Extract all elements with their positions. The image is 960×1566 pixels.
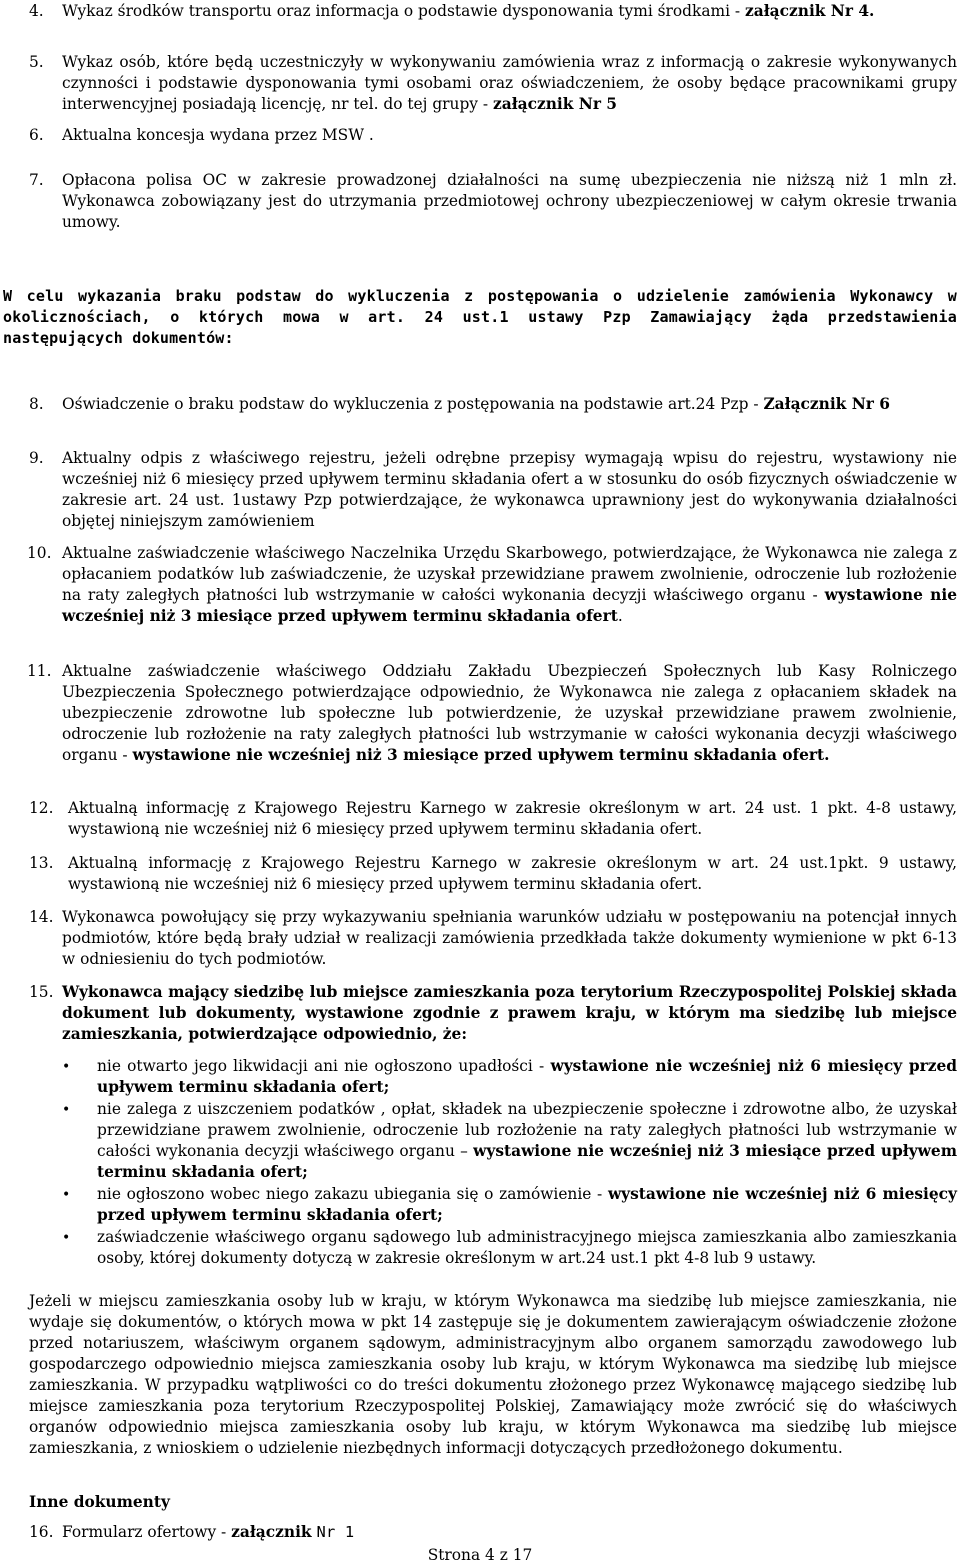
bullet-item-2: nie zalega z uiszczeniem podatków , opłat, składek na ubezpieczenie społeczne i zdrowotne albo, że uzyskał przewidziane prawem zwolnienie, odroczenie lub rozłożenie na raty zaległych płatności lub wstrzymanie w całości wykonania decyzji właściwego organu – wystawione nie wcześniej niż 3 miesiące przed upływem terminu składania ofert; <box>97 1100 957 1181</box>
item-number: 15. <box>29 983 54 1001</box>
bullet-icon: • <box>62 1059 71 1075</box>
list-item-5: Wykaz osób, które będą uczestniczyły w wykonywaniu zamówienia wraz z informacją o zakresie wykonywanych czynności i podstawie dysponowania tymi osobami oraz oświadczeniem, że osoby będące pracownikami grupy interwencyjnej posiadają licencję, nr tel. do tej grupy - załącznik Nr 5 <box>62 53 957 113</box>
list-item-8: Oświadczenie o braku podstaw do wykluczenia z postępowania na podstawie art.24 Pzp - Załącznik Nr 6 <box>62 395 890 413</box>
item-number: 14. <box>29 908 54 926</box>
item-number: 9. <box>29 449 44 467</box>
item-number: 11. <box>27 662 52 680</box>
item-number: 4. <box>29 2 44 20</box>
section-heading: W celu wykazania braku podstaw do wykluczenia z postępowania o udzielenie zamówienia Wykonawcy w okolicznościach, o których mowa w art. 24 ust.1 ustawy Pzp Zamawiający żąda przedstawienia następujących dokumentów: <box>3 287 957 347</box>
list-item-4: Wykaz środków transportu oraz informacja o podstawie dysponowania tymi środkami - załącznik Nr 4. <box>62 2 875 20</box>
attachment-ref: załącznik Nr 5 <box>492 95 618 113</box>
list-item-12: Aktualną informację z Krajowego Rejestru Karnego w zakresie określonym w art. 24 ust. 1 pkt. 4-8 ustawy, wystawioną nie wcześniej niż 6 miesięcy przed upływem terminu składania ofert. <box>68 799 957 838</box>
list-item-15: Wykonawca mający siedzibę lub miejsce zamieszkania poza terytorium Rzeczypospolitej Polskiej składa dokument lub dokumenty, wystawione zgodnie z prawem kraju, w którym ma siedzibę lub miejsce zamieszkania, potwierdzające odpowiednio, że: <box>62 983 957 1043</box>
item-number: 8. <box>29 395 44 413</box>
list-item-9: Aktualny odpis z właściwego rejestru, jeżeli odrębne przepisy wymagają wpisu do rejestru, wystawiony nie wcześniej niż 6 miesięcy przed upływem terminu składania ofert a w stosunku do osób fizycznych oświadczenie w zakresie art. 24 ust. 1ustawy Pzp potwierdzające, że wykonawca uprawniony jest do wykonywania działalności objętej niniejszym zamówieniem <box>62 449 957 530</box>
list-item-11: Aktualne zaświadczenie właściwego Oddziału Zakładu Ubezpieczeń Społecznych lub Kasy Rolniczego Ubezpieczenia Społecznego potwierdzające odpowiednio, że Wykonawca nie zalega z opłacaniem składek na ubezpieczenie zdrowotne lub społeczne lub potwierdzenie, że uzyskał przewidziane prawem zwolnienie, odroczenie lub rozłożenie na raty zaległych płatności lub wstrzymanie w całości wykonania decyzji właściwego organu - wystawione nie wcześniej niż 3 miesiące przed upływem terminu składania ofert. <box>62 662 957 764</box>
item-number: 5. <box>29 53 44 71</box>
bullet-item-4: zaświadczenie właściwego organu sądowego lub administracyjnego miejsca zamieszkania albo zamieszkania osoby, której dokumenty dotyczą w zakresie określonym w art.24 ust.1 pkt 4-8 lub 9 ustawy. <box>97 1228 957 1267</box>
subsection-heading: Inne dokumenty <box>29 1493 170 1511</box>
attachment-ref: załącznik Nr 4. <box>745 2 875 20</box>
list-item-10: Aktualne zaświadczenie właściwego Naczelnika Urzędu Skarbowego, potwierdzające, że Wykonawca nie zalega z opłacaniem podatków lub zaświadczenie, że uzyskał przewidziane prawem zwolnienie, odroczenie lub rozłożenie na raty zaległych płatności lub wstrzymanie w całości wykonania decyzji właściwego organu - wystawione nie wcześniej niż 3 miesiące przed upływem terminu składania ofert. <box>62 544 958 625</box>
list-item-14: Wykonawca powołujący się przy wykazywaniu spełniania warunków udziału w postępowaniu na potencjał innych podmiotów, które będą brały udział w realizacji zamówienia przedkłada także dokumenty wymienione w pkt 6-13 w odniesieniu do tych podmiotów. <box>62 908 957 968</box>
item-number: 7. <box>29 171 44 189</box>
item-number: 6. <box>29 126 44 144</box>
page-footer: Strona 4 z 17 <box>427 1546 533 1564</box>
item-number: 12. <box>29 799 54 817</box>
body-paragraph: Jeżeli w miejscu zamieszkania osoby lub w kraju, w którym Wykonawca ma siedzibę lub miejsce zamieszkania, nie wydaje się dokumentów, o których mowa w pkt 14 zastępuje się je dokumentem zawierającym oświadczenie złożone przed notariuszem, właściwym organem sądowym, administracyjnym albo organem samorządu zawodowego lub gospodarczego odpowiednio miejsca zamieszkania osoby lub kraju, w którym Wykonawca ma siedzibę lub miejsce zamieszkania. W przypadku wątpliwości co do treści dokumentu złożonego przez Wykonawcę mającego siedzibę lub miejsce zamieszkania poza terytorium Rzeczypospolitej Polskiej, Zamawiający może zwrócić się do właściwych organów odpowiednio miejsca zamieszkania osoby lub kraju, w którym Wykonawca ma siedzibę lub miejsce zamieszkania, z wnioskiem o udzielenie niezbędnych informacji dotyczących przedłożonego dokumentu. <box>29 1292 957 1457</box>
attachment-ref: Załącznik Nr 6 <box>763 395 890 413</box>
item-number: 13. <box>29 854 54 872</box>
item-number: 10. <box>27 544 52 562</box>
list-item-6: Aktualna koncesja wydana przez MSW . <box>62 126 374 144</box>
bullet-item-1: nie otwarto jego likwidacji ani nie ogłoszono upadłości - wystawione nie wcześniej niż 6 miesięcy przed upływem terminu składania ofert; <box>97 1057 957 1096</box>
bullet-icon: • <box>62 1187 71 1203</box>
item-number: 16. <box>29 1523 54 1541</box>
bullet-item-3: nie ogłoszono wobec niego zakazu ubiegania się o zamówienie - wystawione nie wcześniej niż 6 miesięcy przed upływem terminu składania ofert; <box>97 1185 957 1224</box>
bullet-icon: • <box>62 1102 71 1118</box>
list-item-13: Aktualną informację z Krajowego Rejestru Karnego w zakresie określonym w art. 24 ust.1pkt. 9 ustawy, wystawioną nie wcześniej niż 6 miesięcy przed upływem terminu składania ofert. <box>68 854 957 893</box>
bullet-icon: • <box>62 1230 71 1246</box>
list-item-7: Opłacona polisa OC w zakresie prowadzonej działalności na sumę ubezpieczenia nie niższą niż 1 mln zł. Wykonawca zobowiązany jest do utrzymania przedmiotowej ochrony ubezpieczeniowej w całym okresie trwania umowy. <box>62 171 957 231</box>
list-item-16: Formularz ofertowy - załącznik Nr 1 <box>62 1523 355 1541</box>
